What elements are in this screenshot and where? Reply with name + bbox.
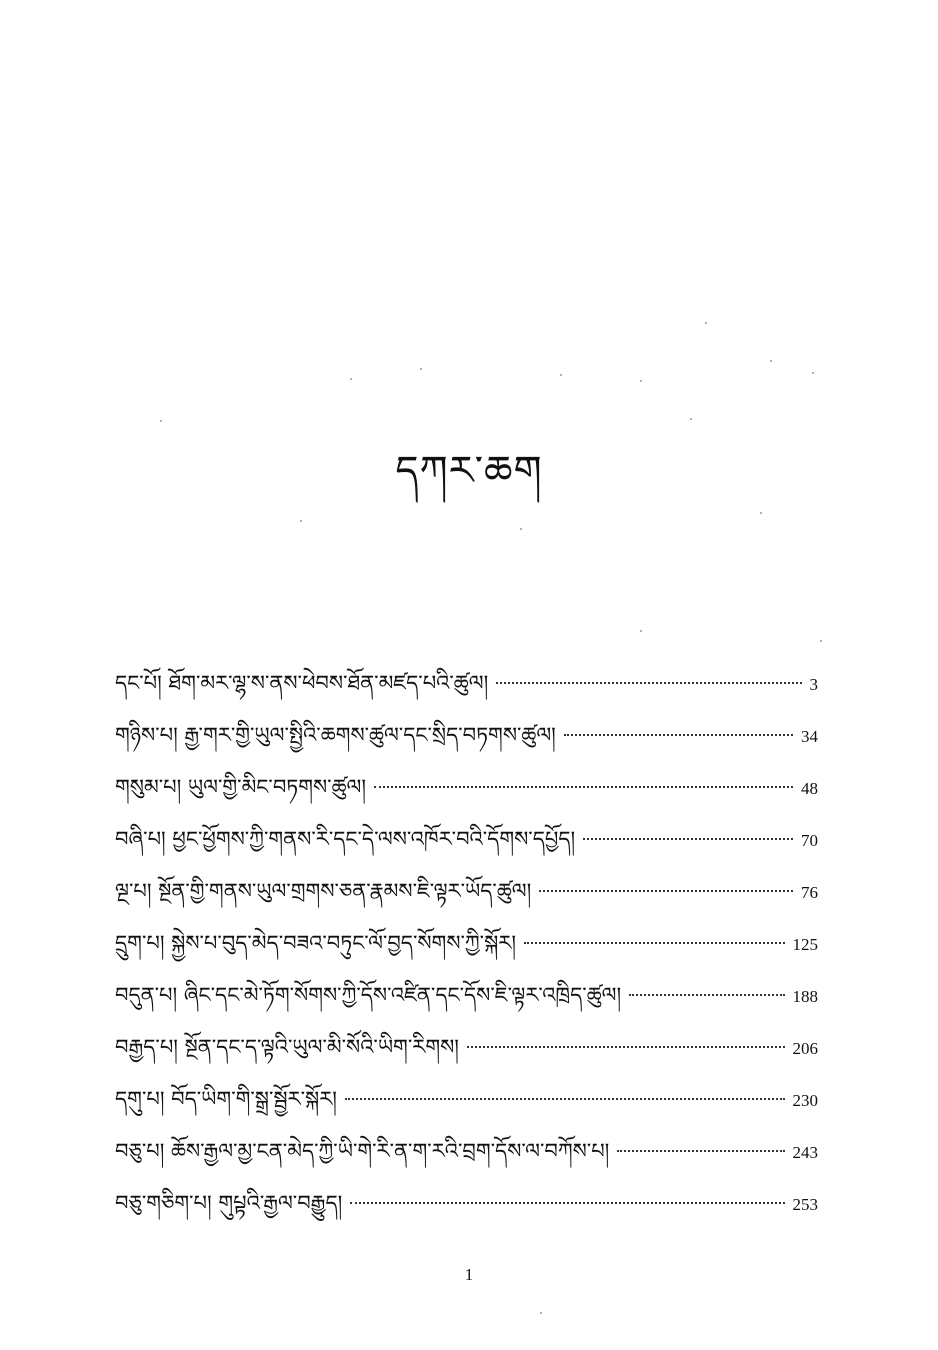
toc-entry-page: 253 bbox=[792, 1195, 818, 1214]
dot-leader bbox=[629, 994, 784, 996]
toc-entry[interactable] bbox=[115, 920, 818, 960]
toc-entry[interactable] bbox=[115, 972, 818, 1012]
dot-leader bbox=[617, 1150, 784, 1152]
toc-entry-page: 48 bbox=[801, 779, 818, 798]
toc-entry[interactable] bbox=[115, 764, 818, 804]
toc-entry-page: 206 bbox=[792, 1039, 818, 1058]
toc-entry-page: 34 bbox=[801, 727, 818, 746]
toc-entry-page: 230 bbox=[792, 1091, 818, 1110]
page-title: དཀར་ཆག bbox=[395, 448, 543, 494]
toc-entry-title: དང་པོ། ཐོག་མར་ལྷ་ས་ནས་ཕེབས་ཐོན་མཛད་པའི་ཚུལ། bbox=[115, 671, 489, 695]
toc-entry-page: 70 bbox=[801, 831, 818, 850]
toc-entry-title: གཉིས་པ། རྒྱ་གར་གྱི་ཡུལ་སྤྱིའི་ཆགས་ཚུལ་དང་སྲིད་བཏགས་ཚུལ། bbox=[115, 723, 556, 747]
toc-entry-page: 76 bbox=[801, 883, 818, 902]
dot-leader bbox=[374, 786, 793, 788]
dot-leader bbox=[496, 682, 801, 684]
toc-entry-title: བཞི་པ། ཕྱང་ཕྱོགས་ཀྱི་གནས་རི་དང་དེ་ལས་འཁོར་བའི་དོགས་དཔྱོད། bbox=[115, 827, 576, 851]
toc-entry-title: དགུ་པ། བོད་ཡིག་གི་སྒྲ་སྦྱོར་སྐོར། bbox=[115, 1087, 337, 1111]
toc-entry[interactable] bbox=[115, 660, 818, 700]
dot-leader bbox=[350, 1202, 784, 1204]
dot-leader bbox=[524, 942, 784, 944]
dot-leader bbox=[345, 1098, 785, 1100]
toc-entry-page: 125 bbox=[792, 935, 818, 954]
toc-entry-title: བདུན་པ། ཞིང་དང་མེ་ཏོག་སོགས་ཀྱི་དོས་འཛིན་དང་དོས་ཇི་ལྟར་འཁྲིད་ཚུལ། bbox=[115, 983, 622, 1007]
toc-entry-title: བཅུ་གཅིག་པ། གུཔྟའི་རྒྱལ་བརྒྱུད། bbox=[115, 1191, 343, 1215]
toc-entry[interactable] bbox=[115, 712, 818, 752]
toc-entry[interactable] bbox=[115, 1180, 818, 1220]
toc-entry-page: 3 bbox=[809, 675, 818, 694]
toc-entry-page: 188 bbox=[792, 987, 818, 1006]
toc-entry-title: བཅུ་པ། ཆོས་རྒྱལ་མྱ་ངན་མེད་ཀྱི་ཡི་གེ་རི་ན་ག་རའི་བྲག་དོས་ལ་བཀོས་པ། bbox=[115, 1139, 610, 1163]
dot-leader bbox=[467, 1046, 785, 1048]
toc-entry[interactable] bbox=[115, 1076, 818, 1116]
toc-entry[interactable] bbox=[115, 1128, 818, 1168]
toc-entry-title: གསུམ་པ། ཡུལ་གྱི་མིང་བཏགས་ཚུལ། bbox=[115, 775, 367, 799]
dot-leader bbox=[539, 890, 793, 892]
page-number: 1 bbox=[464, 1265, 474, 1284]
toc-entry-title: བརྒྱད་པ། སྔོན་དང་ད་ལྟའི་ཡུལ་མི་སོའི་ཡིག་རིགས། bbox=[115, 1035, 459, 1059]
toc-entry[interactable] bbox=[115, 868, 818, 908]
toc-entry-title: ལྔ་པ། སྔོན་གྱི་གནས་ཡུལ་གྲགས་ཅན་རྣམས་ཇི་ལྟར་ཡོད་ཚུལ། bbox=[115, 879, 532, 903]
toc-entry-title: དྲུག་པ། སྐྱེས་པ་བུད་མེད་བཟའ་བཏུང་ལོ་བྱད་སོགས་ཀྱི་སྐོར། bbox=[115, 931, 517, 955]
dot-leader bbox=[564, 734, 793, 736]
toc-entry[interactable] bbox=[115, 816, 818, 856]
dot-leader bbox=[583, 838, 793, 840]
toc-entry[interactable] bbox=[115, 1024, 818, 1064]
toc-entry-page: 243 bbox=[792, 1143, 818, 1162]
